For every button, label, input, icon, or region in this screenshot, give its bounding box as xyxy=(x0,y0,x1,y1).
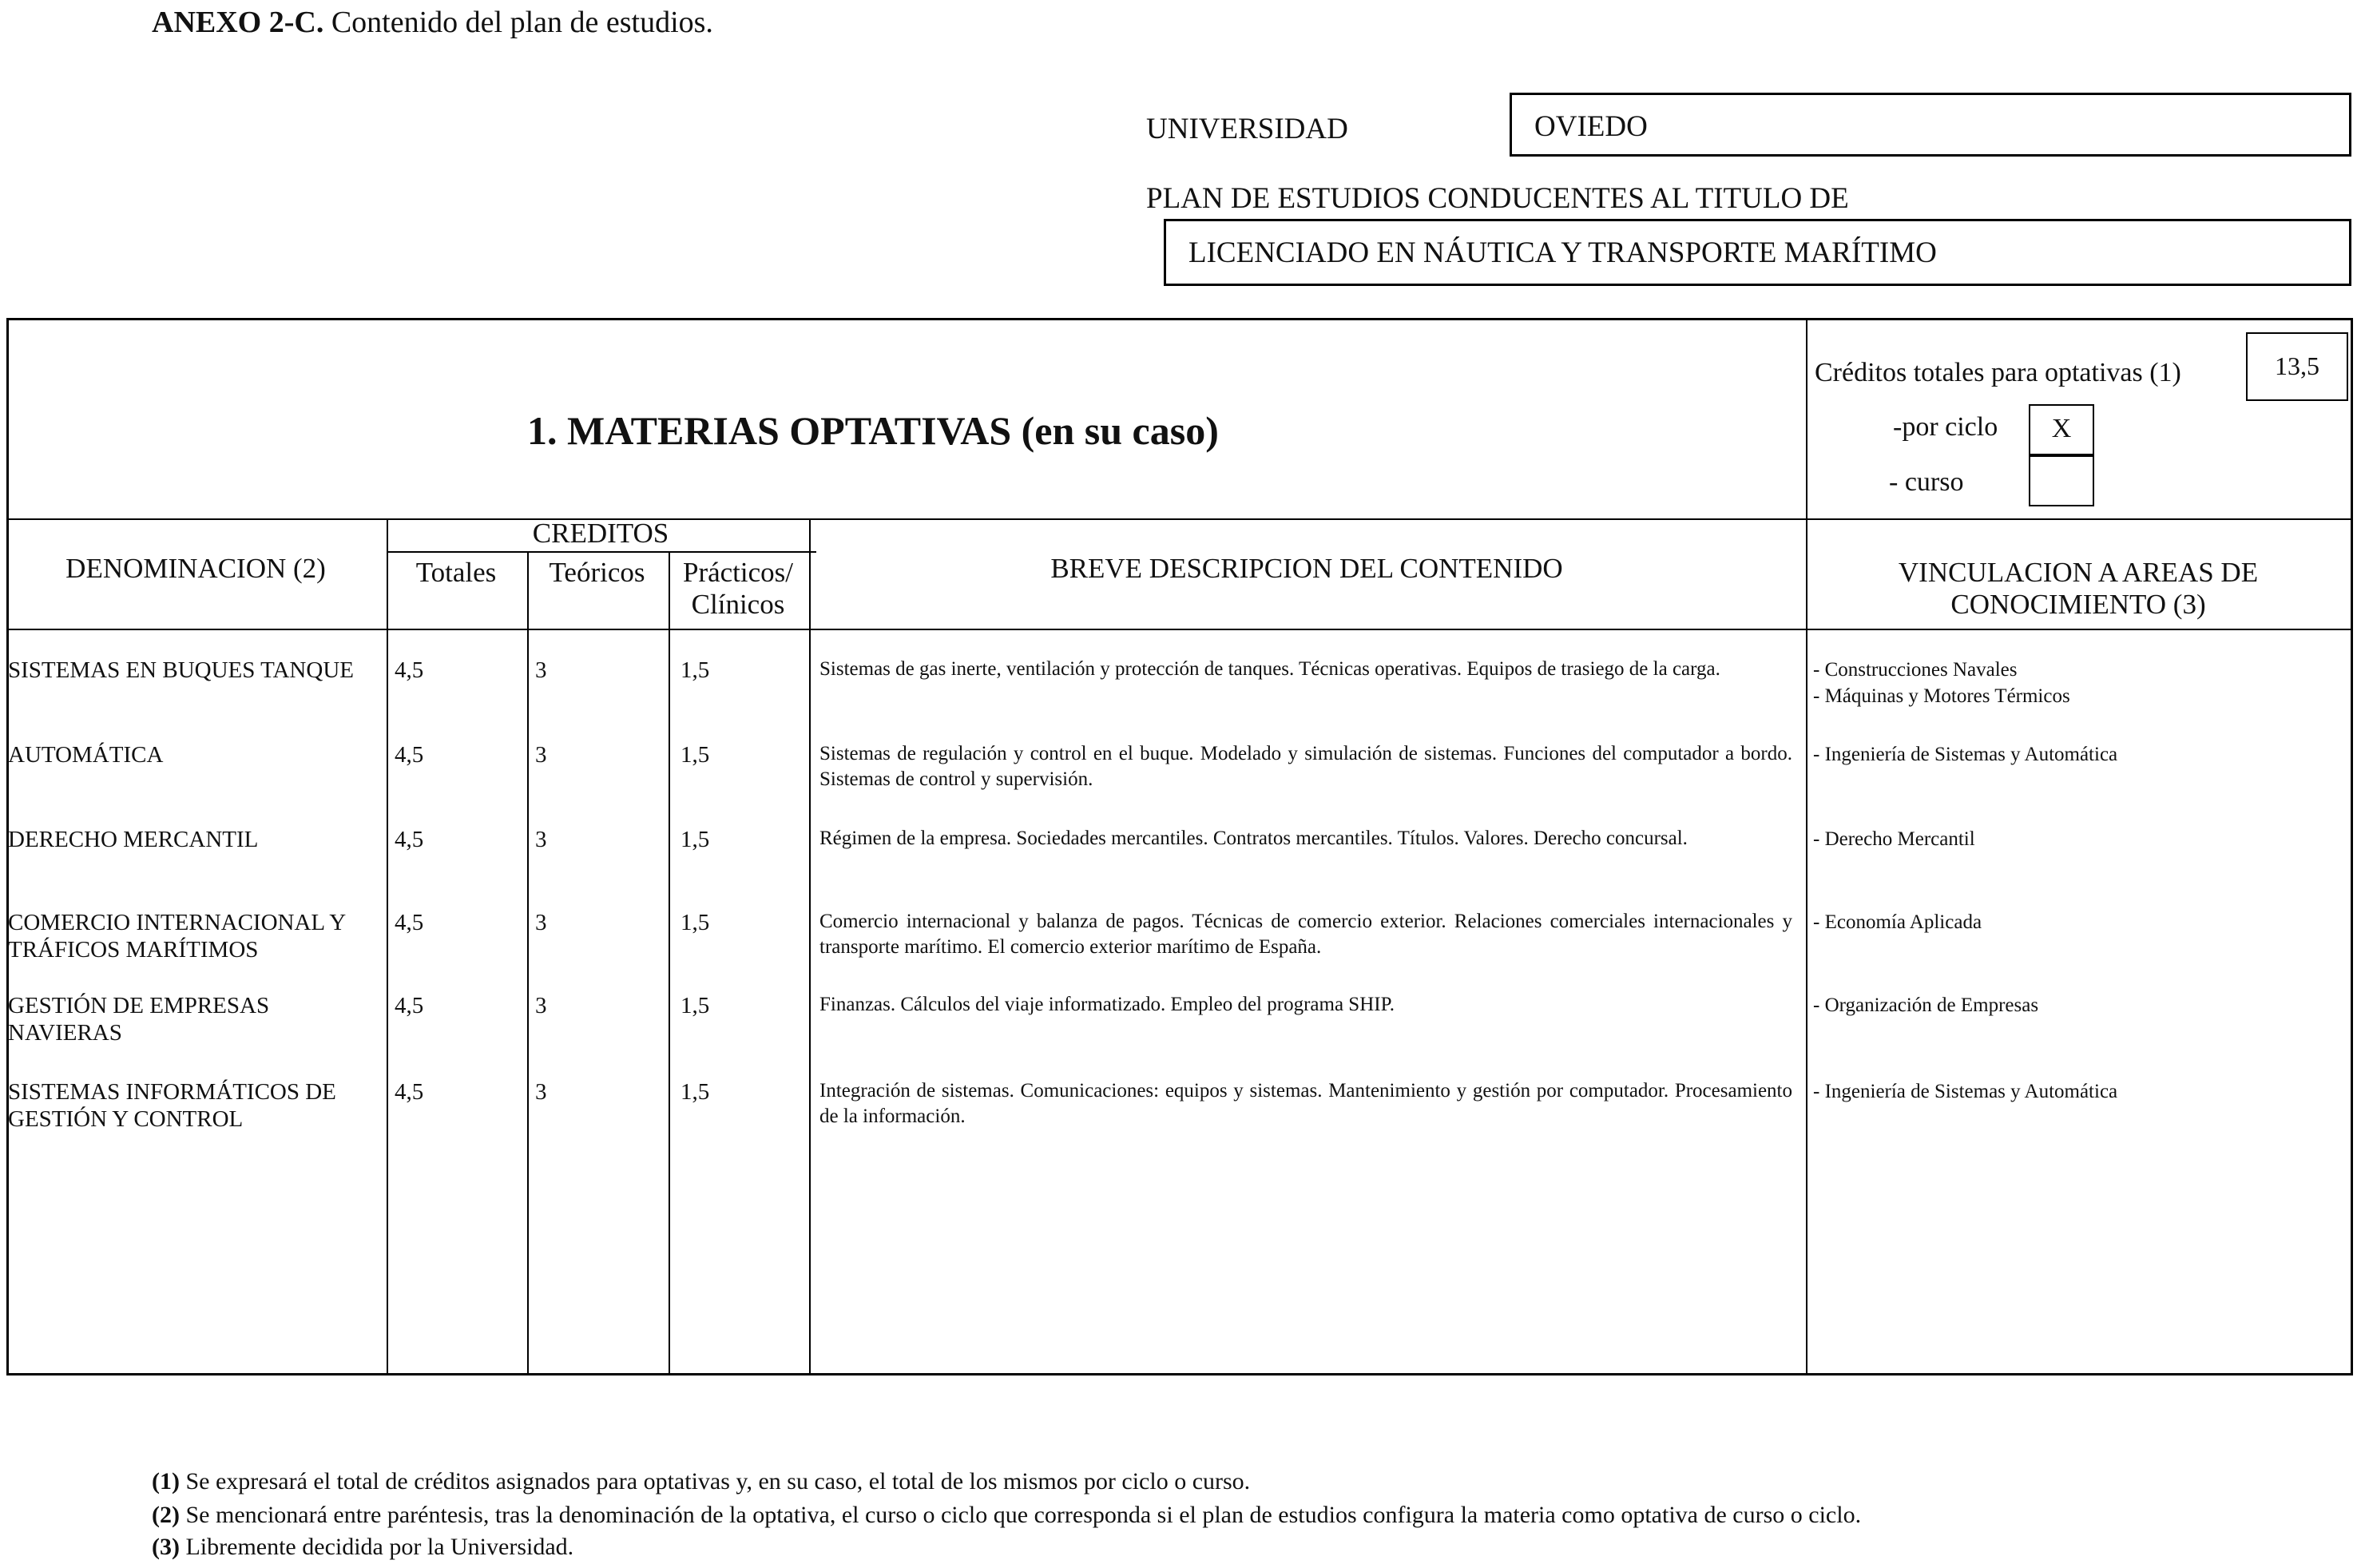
universidad-field: OVIEDO xyxy=(1510,93,2351,157)
row-descripcion: Comercio internacional y balanza de pagos. Técnicas de comercio exterior. Relaciones comerciales internacionales y transporte marítimo. El comercio exterior marítimo de España. xyxy=(819,911,1792,958)
row-descripcion: Integración de sistemas. Comunicaciones: equipos y sistemas. Mantenimiento y gestión por computador. Procesamiento de la información. xyxy=(819,1080,1792,1127)
row-denominacion: SISTEMAS INFORMÁTICOS DE GESTIÓN Y CONTROL xyxy=(8,1079,336,1132)
col-header-creditos: CREDITOS xyxy=(532,518,669,549)
creditos-totales-label: Créditos totales para optativas (1) xyxy=(1815,358,2181,387)
row-vinculacion-item: - Ingeniería de Sistemas y Automática xyxy=(1813,744,2118,765)
header-divider xyxy=(9,629,2351,630)
section-title: 1. MATERIAS OPTATIVAS (en su caso) xyxy=(527,408,1219,453)
row-practicos: 1,5 xyxy=(681,742,710,768)
row-denominacion: DERECHO MERCANTIL xyxy=(8,827,259,852)
section-divider xyxy=(9,518,2351,520)
row-descripcion: Sistemas de regulación y control en el buque. Modelado y simulación de sistemas. Funciones del computador a bordo. Sistemas de control y supervisión. xyxy=(819,743,1792,790)
col-header-vinculacion-line2: CONOCIMIENTO (3) xyxy=(1950,589,2206,620)
col-header-descripcion: BREVE DESCRIPCION DEL CONTENIDO xyxy=(1050,553,1563,584)
row-denominacion: AUTOMÁTICA xyxy=(8,742,164,768)
row-vinculacion-item: - Organización de Empresas xyxy=(1813,994,2039,1016)
row-vinculacion xyxy=(1813,657,2348,709)
plan-label: PLAN DE ESTUDIOS CONDUCENTES AL TITULO DE xyxy=(1146,182,1849,215)
col-header-denominacion: DENOMINACION (2) xyxy=(65,553,326,584)
row-totales: 4,5 xyxy=(395,910,424,935)
footnote-number: (2) xyxy=(152,1502,180,1528)
row-descripcion: Finanzas. Cálculos del viaje informatizado. Empleo del programa SHIP. xyxy=(819,994,1395,1015)
creditos-totales-field: 13,5 xyxy=(2246,332,2348,401)
row-teoricos: 3 xyxy=(535,827,547,852)
row-teoricos: 3 xyxy=(535,993,547,1018)
row-practicos: 1,5 xyxy=(681,910,710,935)
col-header-vinculacion xyxy=(1805,557,2351,621)
row-teoricos: 3 xyxy=(535,657,547,683)
row-vinculacion-item: - Construcciones Navales xyxy=(1813,659,2018,681)
col-header-practicos-line2: Clínicos xyxy=(691,589,785,620)
footnote xyxy=(152,1534,573,1561)
annex-label: ANEXO 2-C. xyxy=(152,6,324,39)
row-denominacion: SISTEMAS EN BUQUES TANQUE xyxy=(8,657,354,683)
row-practicos: 1,5 xyxy=(681,827,710,852)
por-ciclo-checkbox: X xyxy=(2029,404,2094,455)
row-totales: 4,5 xyxy=(395,742,424,768)
col-divider xyxy=(809,518,811,1373)
row-practicos: 1,5 xyxy=(681,1079,710,1105)
row-vinculacion-item: - Economía Aplicada xyxy=(1813,911,1982,933)
annex-heading xyxy=(152,5,713,40)
footnote-number: (3) xyxy=(152,1534,180,1560)
titulo-field: LICENCIADO EN NÁUTICA Y TRANSPORTE MARÍTIMO xyxy=(1164,219,2351,286)
row-totales: 4,5 xyxy=(395,827,424,852)
row-teoricos: 3 xyxy=(535,910,547,935)
row-denominacion: GESTIÓN DE EMPRESAS NAVIERAS xyxy=(8,993,270,1046)
col-header-practicos-line1: Prácticos/ xyxy=(682,557,794,588)
row-descripcion: Régimen de la empresa. Sociedades mercantiles. Contratos mercantiles. Títulos. Valores. Derecho concursal. xyxy=(819,828,1688,849)
row-vinculacion xyxy=(1813,1078,2348,1105)
footnote xyxy=(152,1502,1861,1529)
row-teoricos: 3 xyxy=(535,1079,547,1105)
row-vinculacion xyxy=(1813,826,2348,852)
row-vinculacion-item: - Ingeniería de Sistemas y Automática xyxy=(1813,1081,2118,1102)
row-vinculacion xyxy=(1813,992,2348,1018)
annex-title: Contenido del plan de estudios. xyxy=(331,6,713,39)
col-header-totales: Totales xyxy=(415,557,497,588)
footnote-number: (1) xyxy=(152,1468,180,1495)
row-vinculacion-item: - Derecho Mercantil xyxy=(1813,828,1975,850)
footnote-text: Libremente decidida por la Universidad. xyxy=(185,1534,574,1560)
row-vinculacion xyxy=(1813,741,2348,768)
curso-checkbox xyxy=(2029,455,2094,506)
col-divider xyxy=(669,551,670,1373)
row-vinculacion-item: - Máquinas y Motores Térmicos xyxy=(1813,685,2070,707)
row-totales: 4,5 xyxy=(395,657,424,683)
row-denominacion: COMERCIO INTERNACIONAL Y TRÁFICOS MARÍTIMOS xyxy=(8,910,346,963)
row-totales: 4,5 xyxy=(395,993,424,1018)
row-totales: 4,5 xyxy=(395,1079,424,1105)
row-teoricos: 3 xyxy=(535,742,547,768)
row-descripcion: Sistemas de gas inerte, ventilación y protección de tanques. Técnicas operativas. Equipos de trasiego de la carga. xyxy=(819,658,1720,680)
creditos-divider xyxy=(387,551,816,553)
col-divider xyxy=(387,518,388,1373)
col-header-vinculacion-line1: VINCULACION A AREAS DE xyxy=(1898,557,2259,588)
universidad-label: UNIVERSIDAD xyxy=(1146,113,1348,145)
curso-label: - curso xyxy=(1889,467,1964,497)
por-ciclo-label: -por ciclo xyxy=(1893,412,1998,442)
footnote-text: Se mencionará entre paréntesis, tras la denominación de la optativa, el curso o ciclo que corresponda si el plan de estudios configura la materia como optativa de curso o ciclo. xyxy=(185,1502,1862,1528)
col-header-teoricos: Teóricos xyxy=(549,557,645,588)
row-vinculacion xyxy=(1813,909,2348,935)
footnote-text: Se expresará el total de créditos asignados para optativas y, en su caso, el total de los mismos por ciclo o curso. xyxy=(185,1468,1251,1495)
row-practicos: 1,5 xyxy=(681,993,710,1018)
col-divider xyxy=(527,551,529,1373)
col-header-practicos xyxy=(668,557,808,621)
col-divider xyxy=(1806,320,1807,1373)
row-practicos: 1,5 xyxy=(681,657,710,683)
footnote xyxy=(152,1468,1250,1495)
